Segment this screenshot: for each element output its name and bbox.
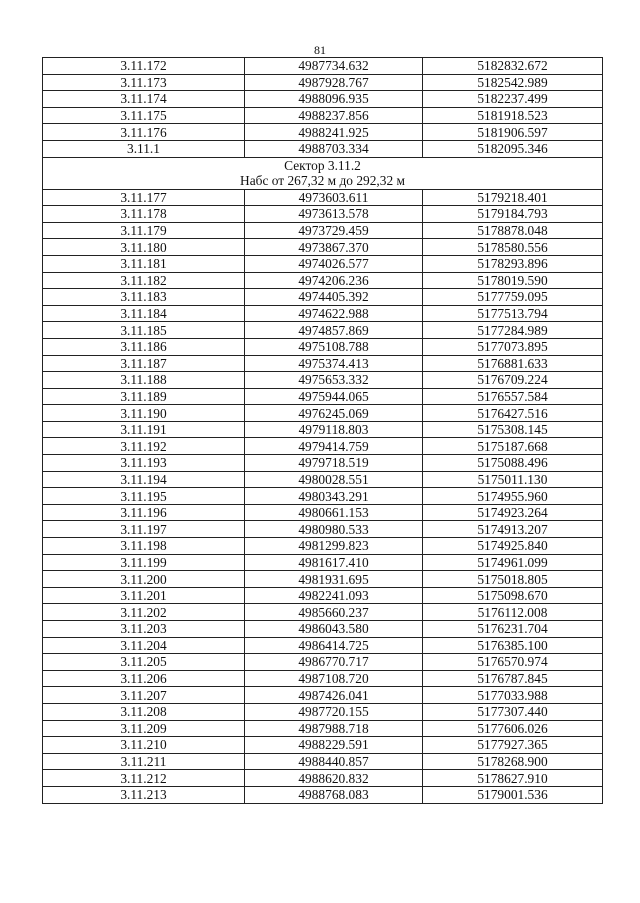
y-coordinate-cell: 5174913.207 [423,521,603,538]
point-id-cell: 3.11.213 [43,786,245,803]
y-coordinate-cell: 5174955.960 [423,488,603,505]
y-coordinate-cell: 5178878.048 [423,222,603,239]
table-row [43,289,603,306]
y-coordinate-cell: 5177513.794 [423,305,603,322]
page-number: 81 [314,43,326,57]
point-id-cell: 3.11.197 [43,521,245,538]
y-coordinate-cell: 5174961.099 [423,554,603,571]
x-coordinate-cell: 4975108.788 [245,338,423,355]
point-id-cell: 3.11.200 [43,571,245,588]
point-id-cell: 3.11.188 [43,372,245,389]
y-coordinate-cell: 5177759.095 [423,289,603,306]
y-coordinate-cell: 5176112.008 [423,604,603,621]
table-row [43,753,603,770]
x-coordinate-cell: 4975374.413 [245,355,423,372]
y-coordinate-cell: 5181906.597 [423,124,603,141]
y-coordinate-cell: 5182832.672 [423,58,603,75]
table-row [43,338,603,355]
table-row [43,421,603,438]
point-id-cell: 3.11.184 [43,305,245,322]
point-id-cell: 3.11.181 [43,255,245,272]
table-row [43,488,603,505]
point-id-cell: 3.11.178 [43,206,245,223]
x-coordinate-cell: 4982241.093 [245,587,423,604]
table-row [43,687,603,704]
x-coordinate-cell: 4988440.857 [245,753,423,770]
table-row [43,206,603,223]
table-row [43,554,603,571]
table-row [43,189,603,206]
y-coordinate-cell: 5177284.989 [423,322,603,339]
table-row [43,621,603,638]
x-coordinate-cell: 4974857.869 [245,322,423,339]
point-id-cell: 3.11.202 [43,604,245,621]
point-id-cell: 3.11.210 [43,737,245,754]
table-row [43,305,603,322]
x-coordinate-cell: 4988096.935 [245,91,423,108]
point-id-cell: 3.11.204 [43,637,245,654]
x-coordinate-cell: 4987988.718 [245,720,423,737]
y-coordinate-cell: 5176231.704 [423,621,603,638]
y-coordinate-cell: 5182095.346 [423,140,603,157]
table-row [43,471,603,488]
x-coordinate-cell: 4979718.519 [245,455,423,472]
y-coordinate-cell: 5175011.130 [423,471,603,488]
table-row [43,587,603,604]
point-id-cell: 3.11.176 [43,124,245,141]
table-row [43,737,603,754]
x-coordinate-cell: 4980980.533 [245,521,423,538]
rows-after-group [43,189,603,803]
y-coordinate-cell: 5176385.100 [423,637,603,654]
y-coordinate-cell: 5178268.900 [423,753,603,770]
point-id-cell: 3.11.212 [43,770,245,787]
table-row [43,222,603,239]
x-coordinate-cell: 4986043.580 [245,621,423,638]
point-id-cell: 3.11.191 [43,421,245,438]
y-coordinate-cell: 5177927.365 [423,737,603,754]
x-coordinate-cell: 4973867.370 [245,239,423,256]
point-id-cell: 3.11.189 [43,388,245,405]
y-coordinate-cell: 5177073.895 [423,338,603,355]
point-id-cell: 3.11.196 [43,504,245,521]
y-coordinate-cell: 5176881.633 [423,355,603,372]
table-row [43,521,603,538]
x-coordinate-cell: 4976245.069 [245,405,423,422]
point-id-cell: 3.11.193 [43,455,245,472]
point-id-cell: 3.11.201 [43,587,245,604]
y-coordinate-cell: 5177606.026 [423,720,603,737]
x-coordinate-cell: 4980028.551 [245,471,423,488]
x-coordinate-cell: 4988768.083 [245,786,423,803]
table-row [43,91,603,108]
y-coordinate-cell: 5175018.805 [423,571,603,588]
y-coordinate-cell: 5181918.523 [423,107,603,124]
x-coordinate-cell: 4987108.720 [245,670,423,687]
y-coordinate-cell: 5178627.910 [423,770,603,787]
x-coordinate-cell: 4987734.632 [245,58,423,75]
point-id-cell: 3.11.199 [43,554,245,571]
point-id-cell: 3.11.180 [43,239,245,256]
y-coordinate-cell: 5182542.989 [423,74,603,91]
y-coordinate-cell: 5178580.556 [423,239,603,256]
point-id-cell: 3.11.183 [43,289,245,306]
table-row [43,255,603,272]
point-id-cell: 3.11.206 [43,670,245,687]
table-row [43,654,603,671]
table-row [43,107,603,124]
x-coordinate-cell: 4988237.856 [245,107,423,124]
y-coordinate-cell: 5179218.401 [423,189,603,206]
x-coordinate-cell: 4975653.332 [245,372,423,389]
x-coordinate-cell: 4973729.459 [245,222,423,239]
point-id-cell: 3.11.179 [43,222,245,239]
y-coordinate-cell: 5176709.224 [423,372,603,389]
x-coordinate-cell: 4973613.578 [245,206,423,223]
y-coordinate-cell: 5176557.584 [423,388,603,405]
table-row [43,670,603,687]
table-row [43,786,603,803]
x-coordinate-cell: 4987426.041 [245,687,423,704]
point-id-cell: 3.11.209 [43,720,245,737]
x-coordinate-cell: 4987720.155 [245,703,423,720]
x-coordinate-cell: 4980343.291 [245,488,423,505]
table-row [43,438,603,455]
x-coordinate-cell: 4979414.759 [245,438,423,455]
point-id-cell: 3.11.175 [43,107,245,124]
y-coordinate-cell: 5177033.988 [423,687,603,704]
point-id-cell: 3.11.203 [43,621,245,638]
point-id-cell: 3.11.187 [43,355,245,372]
table-row [43,770,603,787]
point-id-cell: 3.11.186 [43,338,245,355]
y-coordinate-cell: 5179001.536 [423,786,603,803]
y-coordinate-cell: 5182237.499 [423,91,603,108]
table-row [43,604,603,621]
y-coordinate-cell: 5177307.440 [423,703,603,720]
x-coordinate-cell: 4981617.410 [245,554,423,571]
table-row [43,455,603,472]
x-coordinate-cell: 4988620.832 [245,770,423,787]
table-row [43,703,603,720]
x-coordinate-cell: 4986414.725 [245,637,423,654]
point-id-cell: 3.11.198 [43,538,245,555]
point-id-cell: 3.11.192 [43,438,245,455]
x-coordinate-cell: 4988229.591 [245,737,423,754]
y-coordinate-cell: 5174925.840 [423,538,603,555]
point-id-cell: 3.11.195 [43,488,245,505]
sector-header-row [43,157,603,189]
point-id-cell: 3.11.182 [43,272,245,289]
y-coordinate-cell: 5175098.670 [423,587,603,604]
table-row [43,355,603,372]
x-coordinate-cell: 4988241.925 [245,124,423,141]
y-coordinate-cell: 5178019.590 [423,272,603,289]
y-coordinate-cell: 5174923.264 [423,504,603,521]
x-coordinate-cell: 4974405.392 [245,289,423,306]
table-row [43,720,603,737]
table-row [43,74,603,91]
table-row [43,504,603,521]
table-row [43,239,603,256]
rows-before-group [43,58,603,158]
point-id-cell: 3.11.211 [43,753,245,770]
y-coordinate-cell: 5179184.793 [423,206,603,223]
x-coordinate-cell: 4973603.611 [245,189,423,206]
point-id-cell: 3.11.1 [43,140,245,157]
point-id-cell: 3.11.185 [43,322,245,339]
point-id-cell: 3.11.194 [43,471,245,488]
point-id-cell: 3.11.174 [43,91,245,108]
table-row [43,322,603,339]
table-row [43,388,603,405]
table-row [43,538,603,555]
table-row [43,372,603,389]
y-coordinate-cell: 5176427.516 [423,405,603,422]
x-coordinate-cell: 4985660.237 [245,604,423,621]
point-id-cell: 3.11.173 [43,74,245,91]
y-coordinate-cell: 5176570.974 [423,654,603,671]
x-coordinate-cell: 4988703.334 [245,140,423,157]
point-id-cell: 3.11.172 [43,58,245,75]
x-coordinate-cell: 4981931.695 [245,571,423,588]
table-row [43,140,603,157]
point-id-cell: 3.11.207 [43,687,245,704]
y-coordinate-cell: 5175187.668 [423,438,603,455]
table-row [43,571,603,588]
point-id-cell: 3.11.190 [43,405,245,422]
x-coordinate-cell: 4980661.153 [245,504,423,521]
table-row [43,272,603,289]
x-coordinate-cell: 4975944.065 [245,388,423,405]
x-coordinate-cell: 4974206.236 [245,272,423,289]
table-row [43,637,603,654]
table-row [43,58,603,75]
x-coordinate-cell: 4987928.767 [245,74,423,91]
y-coordinate-cell: 5175308.145 [423,421,603,438]
x-coordinate-cell: 4986770.717 [245,654,423,671]
sector-subtitle: Набс от 267,32 м до 292,32 м [240,173,405,189]
point-id-cell: 3.11.177 [43,189,245,206]
table-row [43,405,603,422]
coordinates-table [42,57,603,804]
x-coordinate-cell: 4979118.803 [245,421,423,438]
sector-title: Сектор 3.11.2 [284,158,361,174]
x-coordinate-cell: 4981299.823 [245,538,423,555]
y-coordinate-cell: 5176787.845 [423,670,603,687]
point-id-cell: 3.11.205 [43,654,245,671]
x-coordinate-cell: 4974622.988 [245,305,423,322]
x-coordinate-cell: 4974026.577 [245,255,423,272]
sector-header-group [43,157,603,189]
sector-header-cell [43,157,603,189]
y-coordinate-cell: 5178293.896 [423,255,603,272]
y-coordinate-cell: 5175088.496 [423,455,603,472]
point-id-cell: 3.11.208 [43,703,245,720]
table-row [43,124,603,141]
